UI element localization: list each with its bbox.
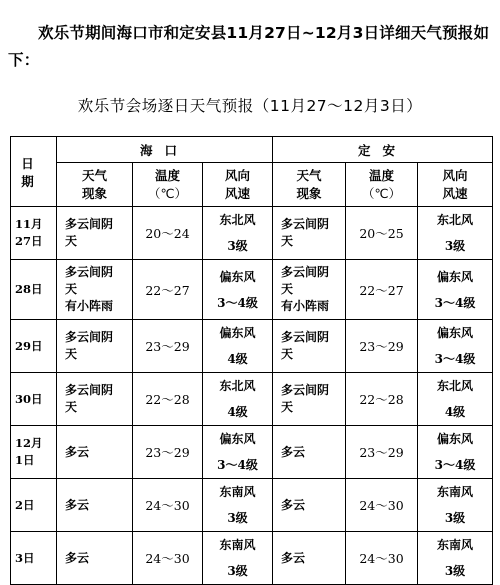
date-cell <box>11 373 57 426</box>
cell-line: 偏东风 <box>219 269 256 284</box>
cell-line: 多云间阴 <box>281 330 330 344</box>
cell-line: 3～4级 <box>434 352 476 366</box>
header-text: 天气 <box>81 167 107 183</box>
col-weather-header <box>57 163 133 207</box>
cell-line: 东南风 <box>219 485 256 499</box>
city-header-dingan: 定安 <box>273 137 493 163</box>
header-text: （℃） <box>361 185 402 201</box>
dingan-wind-cell <box>418 207 493 260</box>
dingan-weather-cell <box>273 373 346 426</box>
dingan-weather-cell <box>273 320 346 373</box>
haikou-weather-cell <box>57 207 133 260</box>
cell-line: 3～4级 <box>217 458 258 472</box>
haikou-wind-cell <box>203 373 273 426</box>
cell-line: 东南风 <box>436 538 473 552</box>
cell-line: 偏东风 <box>436 269 473 284</box>
cell-line: 1日 <box>15 453 35 467</box>
cell-line: 东北风 <box>219 379 256 393</box>
haikou-weather-cell <box>57 373 133 426</box>
haikou-wind-cell <box>203 320 273 373</box>
haikou-wind-cell <box>203 532 273 585</box>
cell-line: 多云间阴 <box>65 330 114 344</box>
col-wind-header <box>203 163 273 207</box>
date-cell <box>11 426 57 479</box>
cell-line: 天 <box>281 347 294 361</box>
cell-line: 东南风 <box>436 485 473 499</box>
cell-line: 多云 <box>281 550 306 565</box>
cell-line: 天 <box>65 234 78 248</box>
cell-line: 偏东风 <box>219 326 256 340</box>
cell-line: 3级 <box>444 511 466 525</box>
table-caption: 欢乐节会场逐日天气预报（11月27～12月3日） <box>77 97 423 115</box>
cell-line: 多云 <box>281 444 306 459</box>
date-cell <box>11 207 57 260</box>
date-cell <box>11 320 57 373</box>
cell-line: 12月 <box>15 436 43 450</box>
haikou-wind-cell <box>203 479 273 532</box>
dingan-wind-cell <box>418 373 493 426</box>
haikou-wind-cell <box>203 260 273 320</box>
header-text: 风速 <box>224 185 250 201</box>
cell-line: 有小阵雨 <box>65 299 114 313</box>
cell-line: 11月 <box>15 217 43 231</box>
cell-line: 27日 <box>15 234 43 248</box>
cell-line: 多云间阴 <box>281 383 330 397</box>
cell-line: 3～4级 <box>217 295 258 310</box>
dingan-weather-cell <box>273 260 346 320</box>
cell-line: 28日 <box>15 282 43 296</box>
dingan-weather-cell <box>273 479 346 532</box>
date-cell <box>11 479 57 532</box>
date-cell <box>11 532 57 585</box>
cell-line: 有小阵雨 <box>281 299 330 313</box>
cell-line: 天 <box>281 282 294 296</box>
table-row <box>11 207 493 260</box>
header-text: 风向 <box>442 167 468 183</box>
cell-line: 4级 <box>227 352 248 366</box>
cell-line: 天 <box>65 282 78 296</box>
haikou-temp-cell: 23～29 <box>133 320 203 373</box>
col-temp-header <box>346 163 418 207</box>
haikou-weather-cell <box>57 426 133 479</box>
cell-line: 多云间阴 <box>281 265 330 279</box>
dingan-temp-cell: 23～29 <box>346 426 418 479</box>
table-row <box>11 426 493 479</box>
haikou-temp-cell: 24～30 <box>133 479 203 532</box>
header-text: 温度 <box>154 167 180 183</box>
dingan-wind-cell <box>418 260 493 320</box>
date-header: 日期 <box>11 137 57 207</box>
haikou-weather-cell <box>57 260 133 320</box>
dingan-temp-cell: 20～25 <box>346 207 418 260</box>
cell-line: 偏东风 <box>219 432 256 446</box>
intro-paragraph: 欢乐节期间海口市和定安县11月27日~12月3日详细天气预报如下： <box>8 24 490 69</box>
haikou-wind-cell <box>203 207 273 260</box>
date-cell <box>11 260 57 320</box>
dingan-wind-cell <box>418 532 493 585</box>
cell-line: 3～4级 <box>434 458 476 472</box>
header-text: 天气 <box>296 167 322 183</box>
cell-line: 多云间阴 <box>65 383 114 397</box>
cell-line: 3级 <box>227 564 248 578</box>
dingan-wind-cell <box>418 426 493 479</box>
forecast-table <box>10 136 493 585</box>
cell-line: 东北风 <box>436 379 473 393</box>
header-text: 风向 <box>224 167 250 183</box>
dingan-temp-cell: 22～28 <box>346 373 418 426</box>
cell-line: 东北风 <box>436 213 473 227</box>
cell-line: 多云间阴 <box>65 217 114 231</box>
dingan-weather-cell <box>273 207 346 260</box>
col-temp-header <box>133 163 203 207</box>
cell-line: 4级 <box>227 405 248 419</box>
cell-line: 偏东风 <box>436 326 473 340</box>
cell-line: 3级 <box>227 239 248 253</box>
dingan-weather-cell <box>273 426 346 479</box>
dingan-temp-cell: 22～27 <box>346 260 418 320</box>
haikou-temp-cell: 22～28 <box>133 373 203 426</box>
cell-line: 29日 <box>15 338 43 353</box>
table-row <box>11 260 493 320</box>
header-text: 风速 <box>442 185 468 201</box>
cell-line: 天 <box>65 347 78 361</box>
dingan-temp-cell: 23～29 <box>346 320 418 373</box>
dingan-wind-cell <box>418 320 493 373</box>
haikou-temp-cell: 20～24 <box>133 207 203 260</box>
header-text: 温度 <box>368 167 394 183</box>
dingan-wind-cell <box>418 479 493 532</box>
header-text: （℃） <box>147 185 188 201</box>
cell-line: 东南风 <box>219 538 256 552</box>
cell-line: 天 <box>65 400 78 414</box>
table-row <box>11 320 493 373</box>
dingan-temp-cell: 24～30 <box>346 532 418 585</box>
cell-line: 3级 <box>444 564 466 578</box>
cell-line: 偏东风 <box>436 432 473 446</box>
haikou-weather-cell <box>57 532 133 585</box>
cell-line: 30日 <box>15 391 43 406</box>
cell-line: 天 <box>281 400 294 414</box>
city-header-haikou: 海口 <box>57 137 273 163</box>
cell-line: 东北风 <box>219 213 256 227</box>
cell-line: 3～4级 <box>434 295 476 310</box>
cell-line: 2日 <box>15 497 35 512</box>
haikou-temp-cell: 22～27 <box>133 260 203 320</box>
cell-line: 多云 <box>281 497 306 512</box>
cell-line: 多云间阴 <box>281 217 330 231</box>
haikou-temp-cell: 23～29 <box>133 426 203 479</box>
haikou-wind-cell <box>203 426 273 479</box>
haikou-weather-cell <box>57 320 133 373</box>
haikou-temp-cell: 24～30 <box>133 532 203 585</box>
cell-line: 多云 <box>65 497 90 512</box>
col-wind-header <box>418 163 493 207</box>
cell-line: 多云间阴 <box>65 265 114 279</box>
cell-line: 4级 <box>444 405 466 419</box>
header-text: 现象 <box>81 185 107 201</box>
dingan-weather-cell <box>273 532 346 585</box>
cell-line: 天 <box>281 234 294 248</box>
table-row <box>11 373 493 426</box>
cell-line: 多云 <box>65 550 90 565</box>
header-text: 现象 <box>296 185 322 201</box>
cell-line: 3级 <box>227 511 248 525</box>
dingan-temp-cell: 24～30 <box>346 479 418 532</box>
table-row <box>11 532 493 585</box>
cell-line: 3日 <box>15 550 35 565</box>
haikou-weather-cell <box>57 479 133 532</box>
table-row <box>11 479 493 532</box>
col-weather-header <box>273 163 346 207</box>
cell-line: 3级 <box>444 239 466 253</box>
cell-line: 多云 <box>65 444 90 459</box>
